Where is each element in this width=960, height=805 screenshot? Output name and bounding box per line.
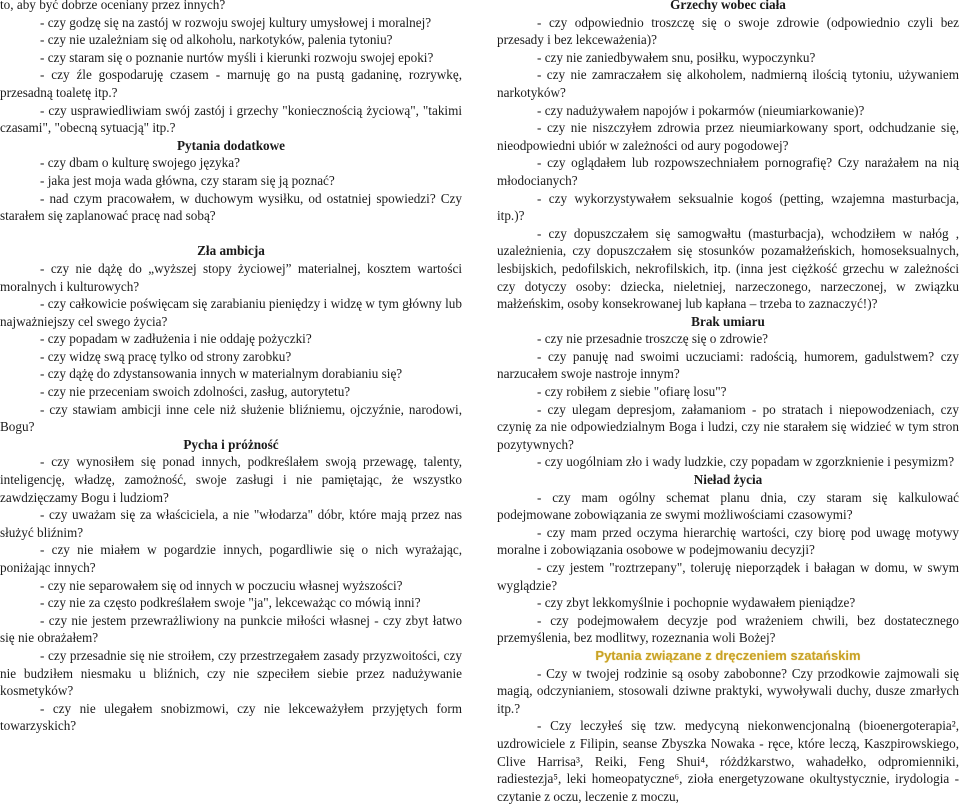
paragraph: - czy mam przed oczyma hierarchię wartości, czy biorę pod uwagę motywy moralne i zobowiązania osobowe w podejmowaniu decyzji? <box>497 524 959 558</box>
section-heading: Grzechy wobec ciała <box>670 0 786 12</box>
paragraph: - czy uogólniam zło i wady ludzkie, czy popadam w zgorzknienie i pesymizm? <box>537 454 955 470</box>
paragraph: - czy ulegam depresjom, załamaniom - po stratach i niepowodzeniach, czy czynię za nie odpowiedzialnym Boga i ludzi, czy nie starałem się widzieć w tym stron pozytywnych? <box>497 401 959 452</box>
paragraph: - czy mam ogólny schemat planu dnia, czy staram się kalkulować podejmowane zobowiązania ze swymi możliwościami czasowymi? <box>497 489 959 523</box>
paragraph: - czy usprawiedliwiam swój zastój i grzechy "koniecznością życiową", "takimi czasami", "obecną sytuacją" itp.? <box>0 102 462 136</box>
paragraph: - czy wynosiłem się ponad innych, podkreślałem swoją przewagę, talenty, inteligencję, władzę, zamożność, swoje zasługi i nie pamiętając, że wszystko zawdzięczamy Bogu i ludziom? <box>0 454 462 505</box>
highlighted-heading-text: Pytania związane z dręczeniem szatańskim <box>595 647 861 663</box>
paragraph: - czy nie jestem przewrażliwiony na punkcie miłości własnej - czy zbyt łatwo się nie obrażałem? <box>0 612 462 646</box>
paragraph: - czy odpowiednio troszczę się o swoje zdrowie (odpowiednio czyli bez przesady i bez lekceważenia)? <box>497 14 959 48</box>
left-section-a <box>0 0 462 137</box>
paragraph: - czy nie uzależniam się od alkoholu, narkotyków, palenia tytoniu? <box>40 32 393 48</box>
paragraph: - czy nadużywałem napojów i pokarmów (nieumiarkowanie)? <box>537 102 865 118</box>
left-section-d <box>0 453 462 735</box>
paragraph: - czy staram się o poznanie nurtów myśli i kierunki rozwoju swojej epoki? <box>40 49 434 65</box>
section-heading: Brak umiaru <box>691 313 765 329</box>
section-heading-highlighted <box>497 647 959 665</box>
paragraph: - czy robiłem z siebie "ofiarę losu"? <box>537 384 727 400</box>
right-section-b <box>497 330 959 471</box>
right-section-a <box>497 14 959 313</box>
paragraph: - czy oglądałem lub rozpowszechniałem pornografię? Czy narażałem na nią młodocianych? <box>497 155 959 188</box>
paragraph: - czy nie separowałem się od innych w poczuciu własnej wyższości? <box>40 577 403 593</box>
section-heading: Pycha i próżność <box>183 436 279 452</box>
right-section-c <box>497 489 959 647</box>
paragraph: - czy wykorzystywałem seksualnie kogoś (petting, wzajemna masturbacja, itp.)? <box>497 190 959 224</box>
paragraph: - czy nie za często podkreślałem swoje "ja", lekceważąc co mówią inni? <box>40 595 421 611</box>
paragraph: - czy podejmowałem decyzje pod wrażeniem chwili, bez dostatecznego przemyślenia, bez modlitwy, rozeznania woli Bożej? <box>497 612 959 646</box>
section-heading: Zła ambicja <box>197 243 265 259</box>
paragraph: - czy panuję nad swoimi uczuciami: radością, humorem, gadulstwem? czy narzucałem swoje nastroje innym? <box>497 348 959 382</box>
paragraph: - czy dopuszczałem się samogwałtu (masturbacja), wchodziłem w nałóg , uzależnienia, czy dopuszczałem się stosunków pozamałżeńskich, homoseksualnych, lesbijskich, pedofilskich, nekrofilskich, itp. (inna jest ciężkość grzechu w zależności czy dotyczy osoby: dziecka, nieletniej, narzeczonego, narzeczonej, w związku małżeńskim, osoby konsekrowanej lub kapłana – trzeba to zaznaczyć!)? <box>497 225 959 312</box>
section-heading: Nieład życia <box>693 472 763 488</box>
paragraph: - czy nie dążę do „wyższej stopy życiowej” materialnej, kosztem wartości moralnych i kulturowych? <box>0 260 462 294</box>
paragraph: - czy godzę się na zastój w rozwoju swojej kultury umysłowej i moralnej? <box>40 14 432 30</box>
left-column <box>0 0 462 735</box>
paragraph: - czy nie przesadnie troszczę się o zdrowie? <box>537 331 769 347</box>
paragraph: - czy nie miałem w pogardzie innych, pogardliwie się o nich wyrażając, poniżając innych? <box>0 542 462 575</box>
paragraph: - czy dbam o kulturę swojego języka? <box>40 155 240 171</box>
left-section-b <box>0 154 462 224</box>
paragraph: - Czy leczyłeś się tzw. medycyną niekonwencjonalną (bioenergoterapia², uzdrowiciele z Filipin, seanse Zbyszka Nowaka - ręce, które leczą, Kaszpirowskiego, Clive Harrisa³, Reiki, Feng Shui⁴, różdżkarstwo, wahadełko, odpromienniki, radiestezja⁵, leki homeopatyczne⁶, zioła energetyzowane okultystycznie, irydologia - czytanie z oczu, leczenie z moczu, <box>497 718 959 804</box>
paragraph: - czy nie ulegałem snobizmowi, czy nie lekceważyłem przyjętych form towarzyskich? <box>0 700 462 734</box>
paragraph: - Czy w twojej rodzinie są osoby zabobonne? Czy przodkowie zajmowali się magią, odczynianiem, stosowali dziwne praktyki, wywoływali duchy, dusze zmarłych itp.? <box>497 665 959 716</box>
paragraph: - jaka jest moja wada główna, czy staram się ją poznać? <box>40 172 335 188</box>
section-heading: Pytania dodatkowe <box>176 137 286 153</box>
right-column <box>497 0 959 805</box>
paragraph: - czy dążę do zdystansowania innych w materialnym dorabianiu się? <box>40 366 403 382</box>
paragraph: - czy popadam w zadłużenia i nie oddaję pożyczki? <box>40 331 312 347</box>
paragraph: - czy nie zaniedbywałem snu, posiłku, wypoczynku? <box>537 49 816 65</box>
paragraph: - czy przesadnie się nie stroiłem, czy przestrzegałem zasady przyzwoitości, czy nie budziłem niesmaku u bliźnich, czy nie szpeciłem siebie przez nadużywanie kosmetyków? <box>0 647 462 699</box>
paragraph: - nad czym pracowałem, w duchowym wysiłku, od ostatniej spowiedzi? Czy starałem się zaplanować pracę nad sobą? <box>0 190 462 224</box>
paragraph: - czy nie niszczyłem zdrowia przez nieumiarkowany sport, odchudzanie się, nieodpowiedni ubiór w zależności od aury pogodowej? <box>497 120 959 153</box>
paragraph: - czy uważam się za właściciela, a nie "włodarza" dóbr, które mają przez nas służyć bliźnim? <box>0 507 462 540</box>
paragraph: - czy jestem "roztrzepany", toleruję nieporządek i bałagan w domu, w swym wyglądzie? <box>497 560 959 593</box>
paragraph: - czy zbyt lekkomyślnie i pochopnie wydawałem pieniądze? <box>537 595 856 611</box>
right-section-d <box>497 665 959 805</box>
paragraph: to, aby być dobrze oceniany przez innych? <box>0 0 226 12</box>
paragraph: - czy źle gospodaruję czasem - marnuję go na pustą gadaninę, rozrywkę, przesadną toaletę itp.? <box>0 67 462 100</box>
paragraph: - czy nie zamraczałem się alkoholem, nadmierną ilością tytoniu, używaniem narkotyków? <box>497 67 959 100</box>
paragraph: - czy stawiam ambicji inne cele niż służenie bliźniemu, ojczyźnie, narodowi, Bogu? <box>0 401 462 435</box>
paragraph: - czy całkowicie poświęcam się zarabianiu pieniędzy i widzę w tym główny lub najważniejszy cel swego życia? <box>0 296 462 329</box>
left-section-c <box>0 260 462 436</box>
paragraph: - czy widzę swą pracę tylko od strony zarobku? <box>40 348 292 364</box>
paragraph: - czy nie przeceniam swoich zdolności, zasług, autorytetu? <box>40 384 351 400</box>
